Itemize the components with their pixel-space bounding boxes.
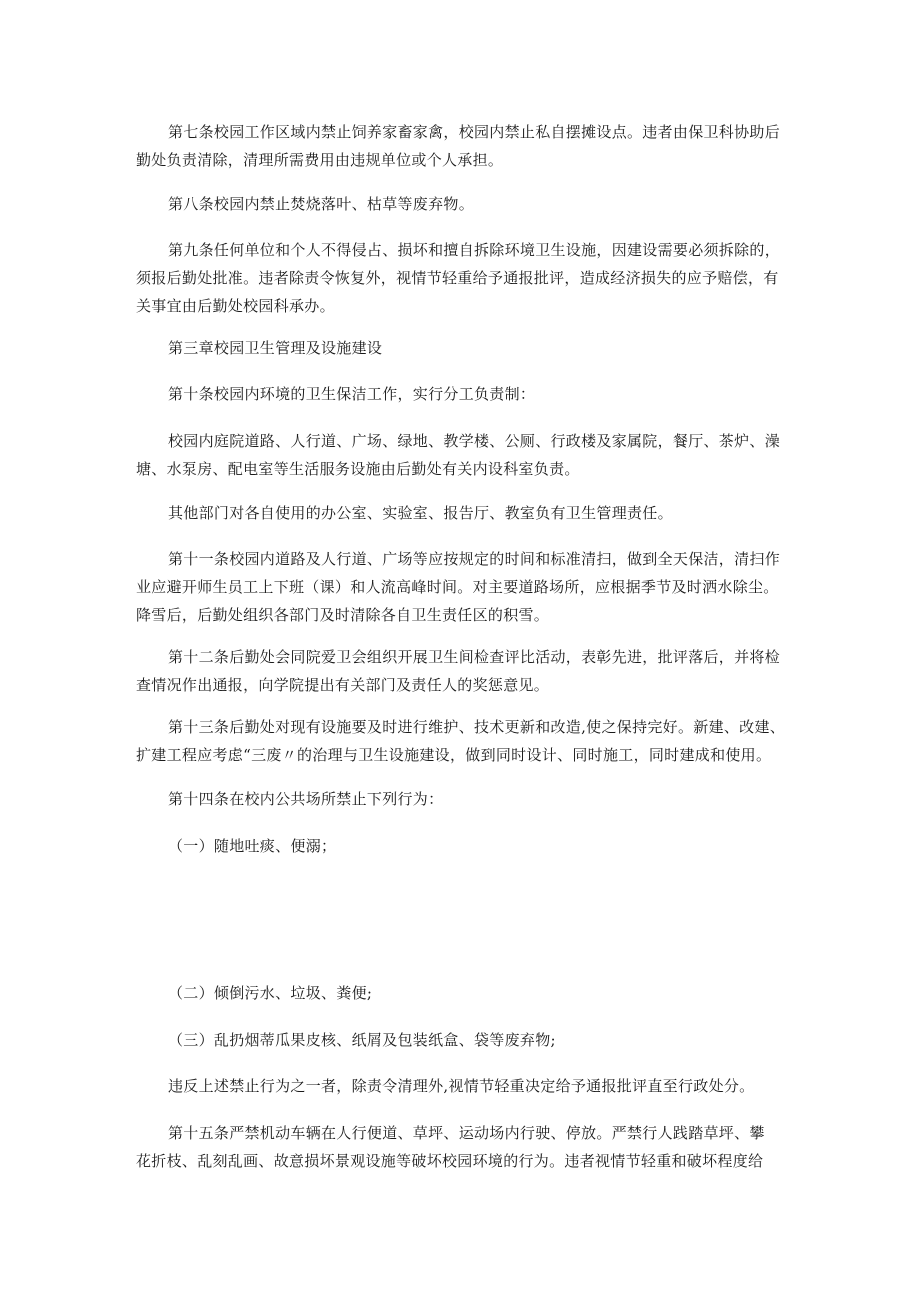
text-line: 塘、水泵房、配电室等生活服务设施由后勤处有关内设科室负责。 xyxy=(136,460,580,478)
chapter-3-heading xyxy=(168,334,796,362)
text-line: 降雪后，后勤处组织各部门及时清除各自卫生责任区的积雪。 xyxy=(136,606,550,624)
text-line: 第十二条后勤处会同院爱卫会组织开展卫生间检查评比活动，表彰先进，批评落后，并将检 xyxy=(168,648,781,666)
text-line: 第十一条校园内道路及人行道、广场等应按规定的时间和标准清扫，做到全天保洁，清扫作 xyxy=(168,550,781,568)
text-line: 须报后勤处批准。违者除责令恢复外，视情节轻重给予通报批评，造成经济损失的应予赔偿，有 xyxy=(136,269,779,287)
text-line: 校园内庭院道路、人行道、广场、绿地、教学楼、公厕、行政楼及家属院，餐厅、茶炉、澡 xyxy=(168,432,781,450)
article-15 xyxy=(136,1119,796,1175)
text-line: 第七条校园工作区域内禁止饲养家畜家禽，校园内禁止私自摆摊设点。违者由保卫科协助后 xyxy=(168,123,781,141)
text-line: 其他部门对各自使用的办公室、实验室、报告厅、教室负有卫生管理责任。 xyxy=(168,504,673,522)
text-line: 查情况作出通报，向学院提出有关部门及责任人的奖惩意见。 xyxy=(136,676,550,694)
text-line: 第八条校园内禁止焚烧落叶、枯草等废弃物。 xyxy=(168,195,475,213)
article-14-item-1 xyxy=(168,832,796,860)
text-line: 关事宜由后勤处校园科承办。 xyxy=(136,297,335,315)
text-line: 第十三条后勤处对现有设施要及时进行维护、技术更新和改造,使之保持完好。新建、改建、 xyxy=(168,718,786,736)
article-14-item-3 xyxy=(168,1026,796,1054)
article-9 xyxy=(136,236,796,320)
text-line: 第九条任何单位和个人不得侵占、损坏和擅自拆除环境卫生设施，因建设需要必须拆除的， xyxy=(168,241,781,259)
text-line: 第十四条在校内公共场所禁止下列行为： xyxy=(168,790,444,808)
article-7 xyxy=(136,118,796,174)
text-line: 第三章校园卫生管理及设施建设 xyxy=(168,339,383,357)
text-line: （二）倾倒污水、垃圾、粪便; xyxy=(168,984,373,1002)
article-10-clause-b xyxy=(168,499,796,527)
article-14-item-2 xyxy=(168,979,796,1007)
article-12 xyxy=(136,643,796,699)
text-line: 花折枝、乱刻乱画、故意损坏景观设施等破坏校园环境的行为。违者视情节轻重和破坏程度给 xyxy=(136,1152,764,1170)
article-11 xyxy=(136,545,796,629)
article-8 xyxy=(168,190,796,218)
article-14-penalty xyxy=(168,1072,796,1100)
text-line: 业应避开师生员工上下班（课）和人流高峰时间。对主要道路场所，应根据季节及时洒水除尘。 xyxy=(136,578,779,596)
article-13 xyxy=(136,713,796,769)
text-line: 第十条校园内环境的卫生保洁工作，实行分工负责制： xyxy=(168,385,536,403)
text-line: 勤处负责清除，清理所需费用由违规单位或个人承担。 xyxy=(136,151,504,169)
text-line: 违反上述禁止行为之一者，除责令清理外,视情节轻重决定给予通报批评直至行政处分。 xyxy=(168,1077,755,1095)
text-line: 扩建工程应考虑“三废〃的治理与卫生设施建设，做到同时设计、同时施工，同时建成和使用。 xyxy=(136,746,772,764)
text-line: （一）随地吐痰、便溺； xyxy=(168,837,337,855)
article-10-clause-a xyxy=(136,427,796,483)
text-line: 第十五条严禁机动车辆在人行便道、草坪、运动场内行驶、停放。严禁行人践踏草坪、攀 xyxy=(168,1124,765,1142)
article-10 xyxy=(168,380,796,408)
article-14 xyxy=(168,785,796,813)
text-line: （三）乱扔烟蒂瓜果皮核、纸屑及包装纸盒、袋等废弃物; xyxy=(168,1031,556,1049)
